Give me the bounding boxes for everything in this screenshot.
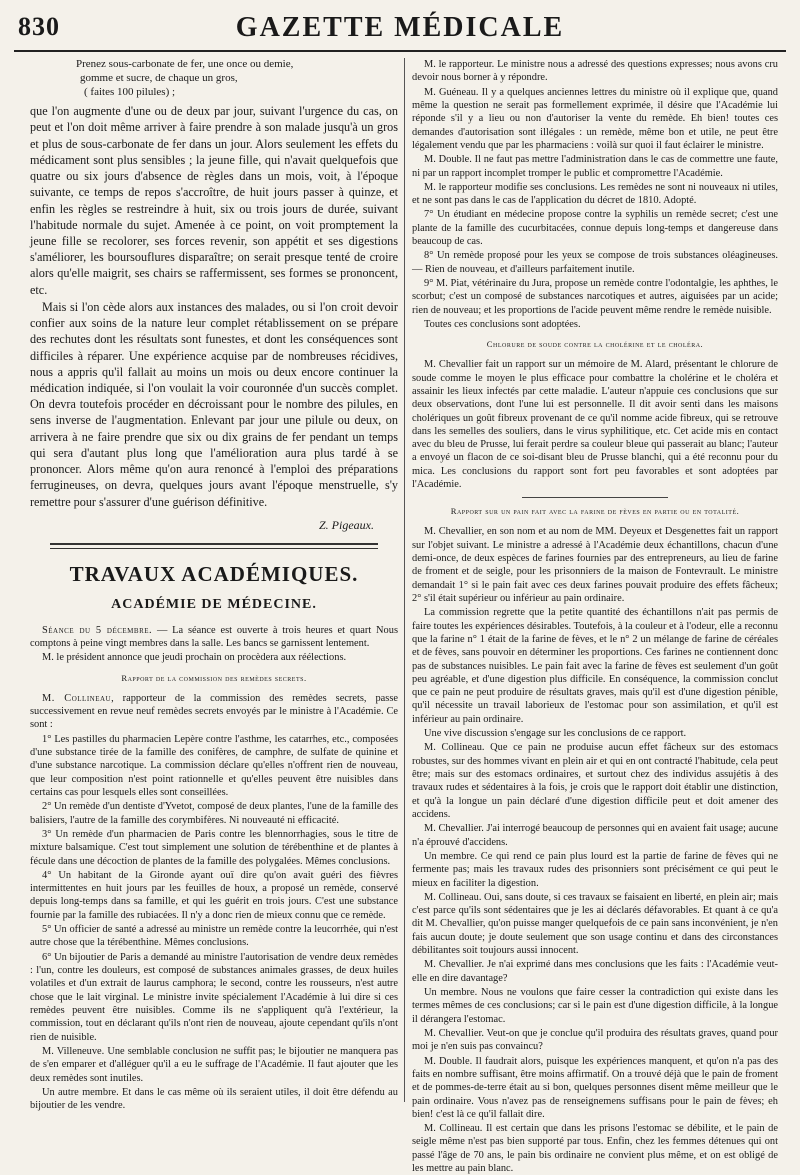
formula-line: Prenez sous-carbonate de fer, une once ou demie, (76, 58, 294, 70)
paragraph: Toutes ces conclusions sont adoptées. (424, 318, 581, 330)
remedy-item: 3° Un remède d'un pharmacien de Paris contre les blennorrhagies, sous le titre de mixture balsamique. C'est tout simplement une solution de térébenthine et de plantes à fécule dans une décoction de plantes de la famille des polygalées. Mêmes conclusions. (30, 828, 398, 867)
page-header (14, 12, 786, 48)
paragraph: M. Double. Il ne faut pas mettre l'administration dans le cas de commettre une faute, ni par un rapport incomplet tromper le public et compromettre l'Académie. (412, 154, 778, 179)
academy-title: ACADÉMIE DE MÉDECINE. (111, 596, 317, 612)
paragraph: M. Collineau. Que ce pain ne produise aucun effet fâcheux sur des estomacs robustes, sur des hommes vivant en plein air et qui en ont contracté l'habitude, cela peut être; mais sur des estomacs ordinaires, et surtout chez des individus assujétis à des travaux rudes et sédentaires à la fois, je crois que le rapport doit établir une distinction, et qu'à la longue un pain déclaré d'une digestion difficile peut et doit amener des accidens. (412, 742, 778, 820)
prescription-formula (30, 58, 398, 99)
page-number: 830 (18, 12, 60, 41)
remedy-item: 6° Un bijoutier de Paris a demandé au ministre l'autorisation de vendre deux remèdes : l'un, contre les douleurs, est composé de substances animales grasses, de deux huiles volatiles et d'un extrait de laurus camphora; le second, contre les rousseurs, n'est autre chose que le lait virginal. Le ministre invite spécialement l'Académie à lui dire si ces remèdes peuvent être nuisibles. Comme ils ne s'appliquent qu'à l'extérieur, la commission, tout en déclarant qu'ils n'ont rien de nouveau, ajoute cependant qu'ils n'ont rien de nuisible. (30, 951, 398, 1043)
paragraph (30, 624, 398, 651)
journal-title: GAZETTE MÉDICALE (235, 12, 565, 43)
paragraph: M. Chevallier. Je n'ai exprimé dans mes conclusions que les faits : l'Académie veut-elle en dire davantage? (412, 959, 778, 984)
remedy-item: 5° Un officier de santé a adressé au ministre un remède contre la leucorrhée, qui n'est autre chose que la térébenthine. Mêmes conclusions. (30, 924, 398, 949)
seance-text: — La séance est ouverte à trois heures et quart Nous comptons à peine vingt membres dans la salle. Les bancs se garnissent lentement. (30, 624, 398, 650)
section-rule (522, 497, 668, 498)
right-column (412, 58, 778, 1175)
section-title: TRAVAUX ACADÉMIQUES. (69, 562, 359, 587)
seance-label: Séance du 5 décembre. (42, 624, 153, 636)
report-heading: Rapport de la commission des remèdes secrets. (121, 672, 307, 683)
paragraph: M. Double. Il faudrait alors, puisque les expériences manquent, et qu'on n'a pas des faits en nombre suffisant, être moins affirmatif. On a trouvé déjà que le pain de froment et de pommes-de-terre était au si bon, quelques personnes disent même meilleur que le pain ordinaire. Vous n'avez pas de renseignemens suffisans pour le pain de fèves; eh bien! c'est là ce qu'il fallait dire. (412, 1055, 778, 1120)
speaker-name: M. Collineau (42, 692, 112, 704)
paragraph: M. le rapporteur modifie ses conclusions. Les remèdes ne sont ni nouveaux ni utiles, et ne sont pas dans le cas de l'application du décret de 1810. Adopté. (412, 181, 778, 207)
remedy-item: 2° Un remède d'un dentiste d'Yvetot, composé de deux plantes, l'une de la famille des balisiers, l'autre de la famille des corymbifères. Ni nouveauté ni efficacité. (30, 801, 398, 826)
paragraph: M. Chevallier, en son nom et au nom de MM. Deyeux et Desgenettes fait un rapport sur l'objet suivant. Le ministre a adressé à l'Académie deux échantillons, chacun d'une demi-once, de deux espèces de farines fournies par des entrepreneurs, au lieu de farine de froment et de seigle, pour les prisonniers de la maison de Fontevrault. Le ministre demandait 1° si le pain fait avec ces deux farines pouvait produire des effets fâcheux; 2° s'il était supérieur ou inférieur au pain ordinaire. (412, 526, 778, 604)
formula-line: ( faites 100 pilules) ; (84, 85, 176, 98)
paragraph: Une vive discussion s'engage sur les conclusions de ce rapport. (424, 728, 687, 740)
paragraph: La commission regrette que la petite quantité des échantillons n'ait pas permis de faire toutes les expériences désirables. Toutefois, à la couleur et à l'odeur, elle a reconnu que la farine n° 1 était de la farine de fèves, et le n° 2 un mélange de farine de céréales et de fèves, sans pouvoir en déterminer les proportions. Ces farines ne contiennent donc pas de substances nuisibles. Le pain fait avec la farine de fèves est seulement d'un goût peu agréable, et d'une digestion plus difficile. En conséquence, la commission conclut que ce pain ne peut produire de résultats graves, mais qu'il est d'une digestion pénible, qu'il nécessite un travail laborieux de l'estomac pour son assimilation, et qu'il est inférieur au pain ordinaire. (412, 607, 778, 725)
paragraph: Un membre. Nous ne voulons que faire cesser la contradiction qui existe dans les termes mêmes de ces conclusions; car si le pain est d'une digestion difficile, à la longue il dérangera l'estomac. (412, 987, 778, 1025)
chlorure-heading: Chlorure de soude contre la cholérine et le choléra. (486, 339, 704, 350)
paragraph: M. le président annonce que jeudi prochain on procèdera aux réélections. (42, 652, 347, 664)
paragraph: M. Guéneau. Il y a quelques anciennes lettres du ministre où il explique que, quand même la question ne serait pas formellement exprimée, il désire que l'Académie lui réponde s'il y a lieu ou non d'autoriser la vente du remède. Eh bien! toutes ces demandes d'autorisation sont illégales : un remède, même bon et utile, ne peut être légalement vendu que par les pharmaciens : voilà sur quoi il faut éclairer le ministre. (412, 86, 778, 151)
paragraph: 7° Un étudiant en médecine propose contre la syphilis un remède secret; c'est une plante de la famille des cucurbitacées, connue depuis long-temps et dangereuse dans beaucoup de cas. (412, 209, 778, 248)
header-rule (14, 50, 786, 52)
paragraph: M. Chevallier. Veut-on que je conclue qu'il produira des résultats graves, quand pour moi je n'en suis pas convaincu? (412, 1027, 778, 1053)
paragraph-text: , rapporteur de la commission des remèdes secrets, passe successivement en revue neuf remèdes secrets envoyés par le ministre à l'Académie. Ce sont : (30, 692, 398, 731)
paragraph: Un membre. Ce qui rend ce pain plus lourd est la partie de farine de fèves qui ne fermente pas; mais les travaux rudes des prisonniers sont précisément ce qui peut le mieux en faciliter la digestion. (412, 850, 778, 889)
column-divider (404, 58, 405, 1102)
paragraph: M. Chevallier fait un rapport sur un mémoire de M. Alard, présentant le chlorure de soude comme le moyen le plus efficace pour combattre la cholérine et le choléra et assainir les lieux infectés par cette maladie. L'auteur n'appuie ces conclusions que sur deux observations, dont l'une lui est personnelle. Il dit avoir senti dans les maisons cholériques un goût fibreux provenant de ce qu'il nomme acide fibreux, qui se retrouve dans les semelles des souliers, dans le virus syphilitique, etc. Cet acide mis en contact avec du bleu de Prusse, lui ferait perdre sa couleur bleue qui passerait au blanc; l'auteur a envoyé un flacon de ce soi-disant bleu de Prusse blanchi, qui a été reconnu pour du mica. Les conclusions du rapport sont fort peu favorables et sont adoptées par l'Académie. (412, 359, 778, 491)
section-rule (50, 543, 378, 545)
remedy-item: M. Villeneuve. Une semblable conclusion ne suffit pas; le bijoutier ne manquera pas de s'en emparer et d'alléguer qu'il a eu le suffrage de l'Académie. Il faut ajouter que les deux remèdes sont inutiles. (30, 1045, 398, 1084)
author-signature: Z. Pigeaux. (319, 517, 374, 532)
remedy-item: Un autre membre. Et dans le cas même où ils seraient utiles, il doit être défendu au bijoutier de les vendre. (30, 1086, 398, 1112)
paragraph (30, 692, 398, 732)
remedy-item: 4° Un habitant de la Gironde ayant ouï dire qu'on avait guéri des fièvres intermittentes en huit jours par les feuilles de houx, a proposé un remède, conservé depuis long-temps dans sa famille, et qui les guérit en trois jours. C'est une substance fournie par la famille des rubiacées. Il n'y a donc rien de mieux connu que ce remède. (30, 869, 398, 921)
paragraph: M. Collineau. Il est certain que dans les prisons l'estomac se débilite, et le pain de seigle même n'est pas bien supporté par tous. Enfin, chez les femmes détenues qui ont passé l'âge de 70 ans, le pain bis ordinaire ne convient plus même, et on est obligé de les mettre au pain blanc. (412, 1123, 778, 1175)
article-body (30, 103, 398, 509)
paragraph: 9° M. Piat, vétérinaire du Jura, propose un remède contre l'odontalgie, les aphthes, le scorbut; c'est un composé de substances narcotiques et autres, aiguisées par un acide; rien de nouveau; et les proportions de l'acide peuvent même rendre le remède nuisible. (412, 278, 778, 316)
paragraph: que l'on augmente d'une ou de deux par jour, suivant l'urgence du cas, on peut et l'on doit même arriver à faire prendre à son malade jusqu'à un gros et plus de sous-carbonate de fer dans un jour. Alors seulement les effets du médicament sont plus sensibles ; la jeune fille, qui n'avait quelquefois que quatre ou six jours d'absence de règles dans un mois, voit, à l'époque suivante, ce temps de repos s'accroître, de huit jours passer à quinze, et enfin les règles se restreindre à huit, six ou trois jours de durée, suivant l'habitude normale du sujet. Amenée à ce point, on voit promptement la jeune fille se recolorer, ses forces revenir, son appétit et ses digestions s'améliorer, les boursouflures disparaître; on serait presque tenté de croire alors qu'elle maigrit, ses chairs se raffermissent, ses formes se prononcent, etc. (30, 104, 398, 297)
paragraph: 8° Un remède proposé pour les yeux se compose de trois substances oléagineuses. — Rien de nouveau, et d'ailleurs parfaitement inutile. (412, 250, 778, 275)
paragraph: M. le rapporteur. Le ministre nous a adressé des questions expresses; nous avons cru devoir nous borner à y répondre. (412, 59, 778, 84)
paragraph: M. Collineau. Oui, sans doute, si ces travaux se faisaient en liberté, en plein air; mais c'est parce qu'ils sont sédentaires que je les ai déclarés défavorables. Et quant à ce qu'a dit M. Chevallier, qu'on puisse manger quelquefois de ce pain sans inconvénient, je n'en fais aucun doute; je doute seulement que son usage continu et dans des circonstances débilitantes soit toujours aussi innocent. (412, 891, 778, 957)
left-column (30, 58, 398, 1112)
pain-heading: Rapport sur un pain fait avec la farine de fèves en partie ou en totalité. (450, 506, 740, 517)
paragraph: Mais si l'on cède alors aux instances des malades, ou si l'on croit devoir confier aux soins de la nature leur complet rétablissement on se prépare des rechutes dont les résultats sont funestes, et dont les conséquences sont difficiles à réparer. Une expérience acquise par de nombreuses récidives, nous a appris qu'il fallait au moins un mois ou deux encore continuer la médication indiquée, si l'on voulait la voir couronnée d'un succès complet. On devra toutefois procéder en décroissant pour le nombre des pilules, en sens inverse de l'augmentation. Enlevant par jour une pilule ou deux, on arrivera à ne faire prendre que six ou dix grains de fer pendant un temps qui sera d'autant plus long que l'amélioration aura plus tardé à se prononcer. Alors même qu'on aura renoncé à l'emploi des préparations ferrugineuses, on devra, quelques jours avant l'époque menstruelle, s'y remettre pour s'assurer d'une guérison définitive. (30, 299, 398, 509)
formula-line: gomme et sucre, de chaque un gros, (80, 71, 238, 84)
section-rule (50, 548, 378, 549)
paragraph: M. Chevallier. J'ai interrogé beaucoup de personnes qui en avaient fait usage; aucune n'a éprouvé d'accidens. (412, 823, 778, 848)
remedy-item: 1° Les pastilles du pharmacien Lepère contre l'asthme, les catarrhes, etc., composées d'une substance tirée de la famille des conifères, de camphre, de sulfate de quinine et d'une substance narcotique. La commission déclare qu'elles n'offrent rien de nouveau, que leur composition n'est point rationnelle et qu'elles peuvent être nuisibles dans certains cas pour lesquels elles sont conseillées. (30, 733, 398, 798)
